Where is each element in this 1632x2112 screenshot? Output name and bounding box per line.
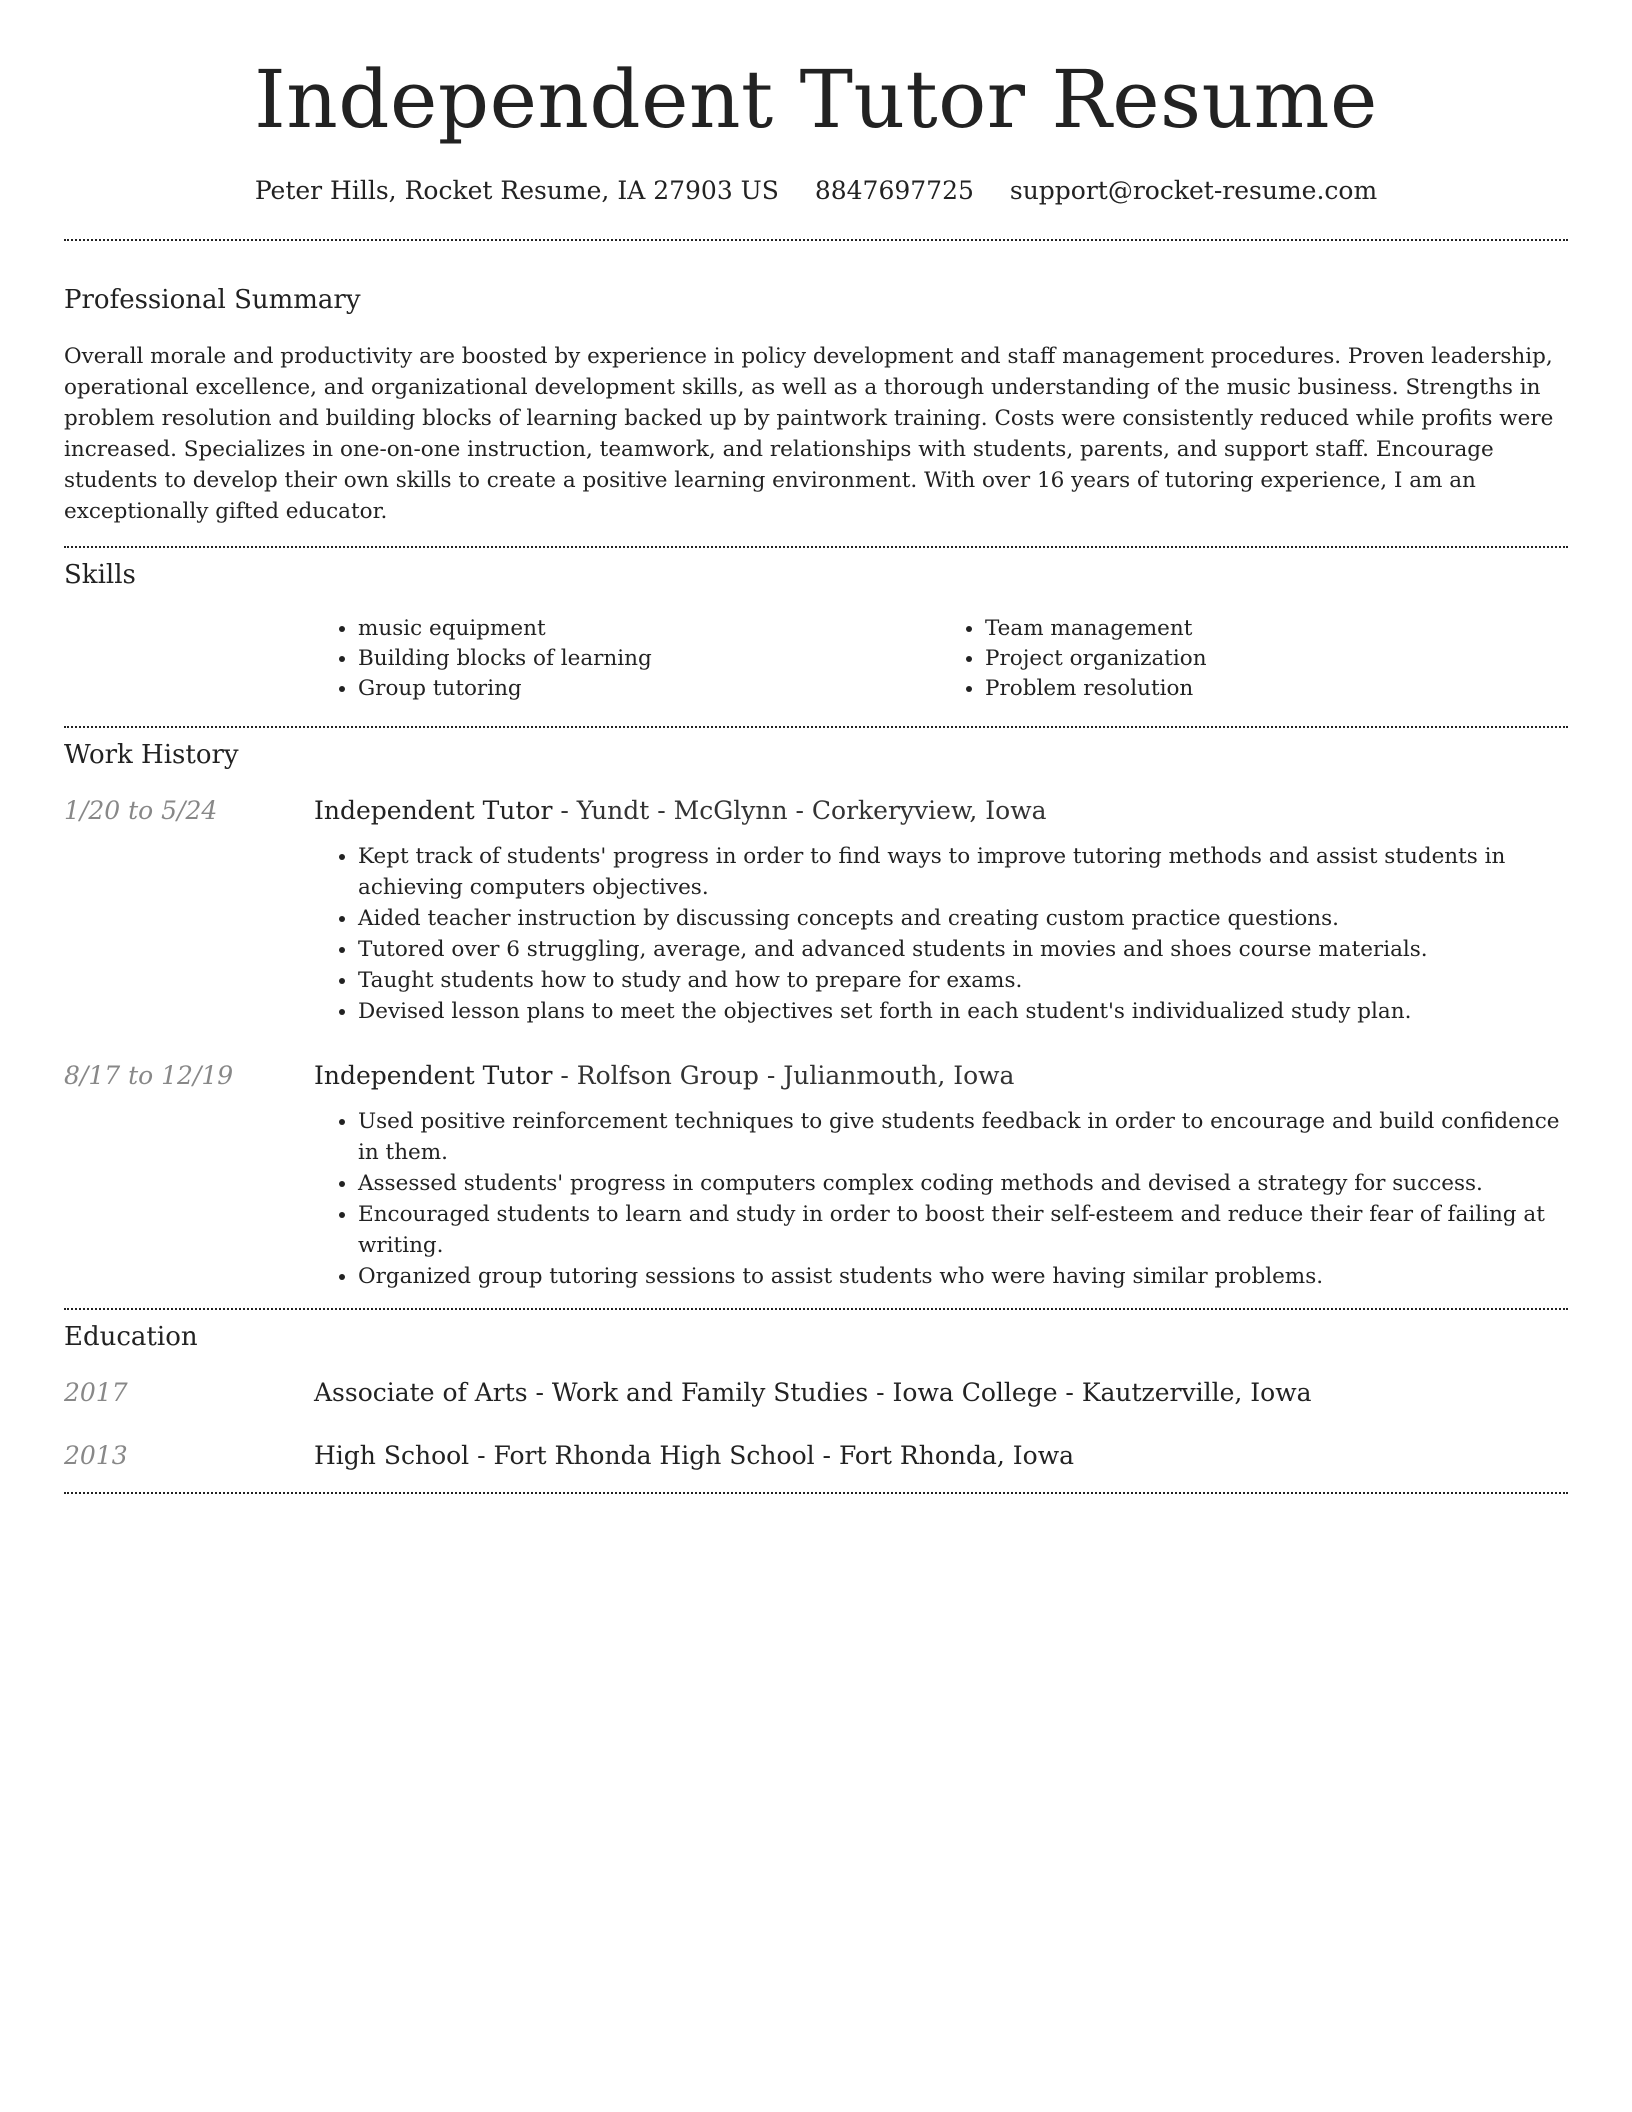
education-entry (64, 1441, 1568, 1470)
job-bullet: • Aided teacher instruction by discussing concepts and creating custom practice questions. (358, 903, 1568, 934)
section-title-summary: Professional Summary (64, 285, 361, 315)
job-date: 1/20 to 5/24 (64, 796, 218, 825)
skill-item: • Problem resolution (985, 674, 1568, 704)
job-heading (314, 796, 1568, 825)
education-year: 2017 (64, 1378, 128, 1407)
section-title-education: Education (64, 1322, 198, 1352)
section-title-work: Work History (64, 740, 239, 770)
skills-column-left (314, 614, 941, 704)
resume-page (64, 0, 1568, 1494)
job-bullet: • Tutored over 6 struggling, average, and advanced students in movies and shoes course materials. (358, 934, 1568, 965)
skills-column-right (941, 614, 1568, 704)
section-title-skills: Skills (64, 560, 136, 590)
skill-item: • Group tutoring (358, 674, 941, 704)
job-bullets (314, 1106, 1568, 1292)
contact-address: Peter Hills, Rocket Resume, IA 27903 US (254, 176, 779, 205)
skill-item: • Project organization (985, 644, 1568, 674)
summary-text: Overall morale and productivity are boosted by experience in policy development and staff management procedures. Proven leadership, operational excellence, and organizational development skills, as well as a thorough understanding of the music business. Strengths in problem resolution and building blocks of learning backed up by paintwork training. Costs were consistently reduced while profits were increased. Specializes in one-on-one instruction, teamwork, and relationships with students, parents, and support staff. Encourage students to develop their own skills to create a positive learning environment. With over 16 years of tutoring experience, I am an exceptionally gifted educator. (64, 344, 1554, 524)
job-bullet: • Assessed students' progress in computers complex coding methods and devised a strategy for success. (358, 1168, 1568, 1199)
job-bullet: • Used positive reinforcement techniques to give students feedback in order to encourage and build confidence in them. (358, 1106, 1568, 1168)
job-entry (64, 1061, 1568, 1292)
contact-phone: 8847697725 (814, 176, 974, 205)
education-degree: Associate of Arts (314, 1378, 528, 1407)
job-body (314, 796, 1568, 1027)
skills-list (314, 614, 1568, 704)
job-body (314, 1061, 1568, 1292)
divider (64, 1308, 1568, 1310)
education-entry (64, 1378, 1568, 1407)
resume-title: Independent Tutor Resume (254, 53, 1378, 146)
divider (64, 239, 1568, 241)
job-bullet: • Taught students how to study and how to prepare for exams. (358, 965, 1568, 996)
divider (64, 546, 1568, 548)
skill-item: • Team management (985, 614, 1568, 644)
job-heading (314, 1061, 1568, 1090)
job-title: Independent Tutor (314, 1061, 553, 1090)
education-year: 2013 (64, 1441, 128, 1470)
education-heading (314, 1441, 1074, 1470)
job-details: - Rolfson Group - Julianmouth, Iowa (552, 1061, 1015, 1090)
skill-item: • Building blocks of learning (358, 644, 941, 674)
divider (64, 726, 1568, 728)
job-entry (64, 796, 1568, 1027)
job-title: Independent Tutor (314, 796, 553, 825)
education-heading (314, 1378, 1312, 1407)
job-bullet: • Encouraged students to learn and study in order to boost their self-esteem and reduce their fear of failing at writing. (358, 1199, 1568, 1261)
divider (64, 1492, 1568, 1494)
job-bullet: • Organized group tutoring sessions to assist students who were having similar problems. (358, 1261, 1568, 1292)
education-details: - Fort Rhonda High School - Fort Rhonda, Iowa (469, 1441, 1075, 1470)
job-date: 8/17 to 12/19 (64, 1061, 234, 1090)
job-bullet: • Devised lesson plans to meet the objectives set forth in each student's individualized study plan. (358, 996, 1568, 1027)
job-bullets (314, 841, 1568, 1027)
contact-email[interactable]: support@rocket-resume.com (1009, 176, 1378, 205)
education-details: - Work and Family Studies - Iowa College - Kautzerville, Iowa (527, 1378, 1312, 1407)
job-details: - Yundt - McGlynn - Corkeryview, Iowa (552, 796, 1047, 825)
contact-line (64, 176, 1568, 205)
education-degree: High School (314, 1441, 470, 1470)
job-bullet: • Kept track of students' progress in order to find ways to improve tutoring methods and assist students in achieving computers objectives. (358, 841, 1568, 903)
skill-item: • music equipment (358, 614, 941, 644)
